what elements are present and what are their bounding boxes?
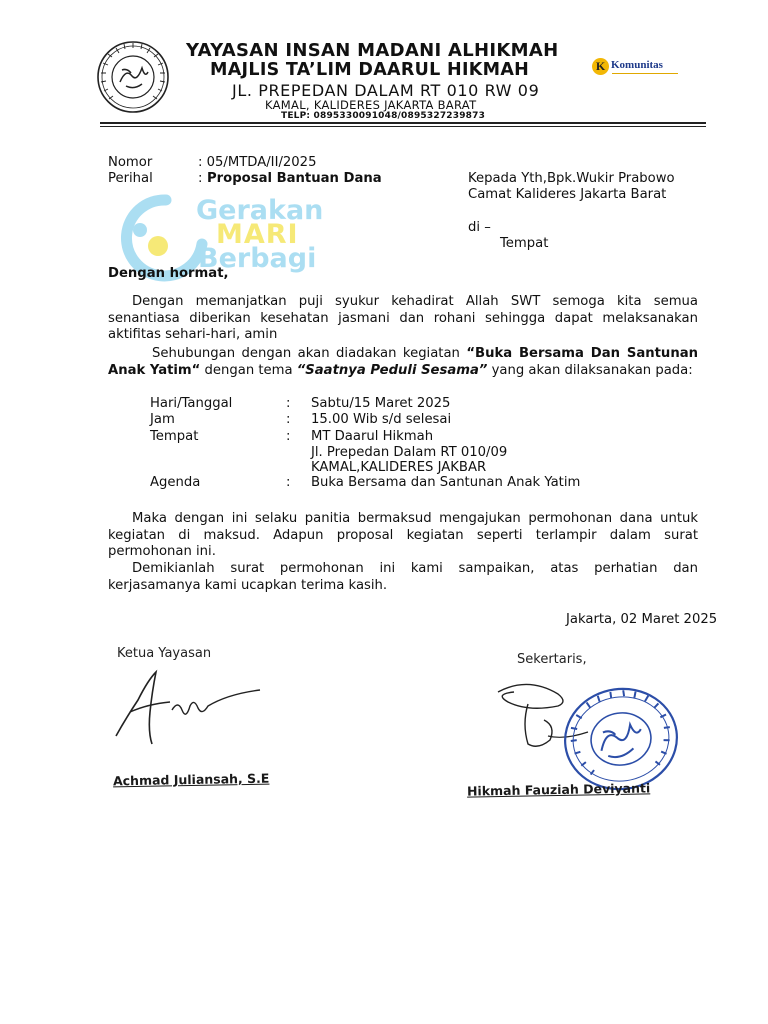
detail-label: Hari/Tanggal [150,396,233,411]
salutation: Dengan hormat, [108,266,229,281]
right-signatory-name: Hikmah Fauziah Deviyanti [466,780,651,799]
event-theme: “Saatnya Peduli Sesama” [296,362,488,378]
event-tail: yang akan dilaksanakan pada: [487,362,693,378]
detail-value: Buka Bersama dan Santunan Anak Yatim [311,475,581,490]
detail-value: Sabtu/15 Maret 2025 [311,396,451,411]
left-signatory-title: Ketua Yayasan [117,646,212,661]
paragraph-opening-text: Dengan memanjatkan puji syukur kehadirat Allah SWT semoga kita semua senantiasa diberikan kesehatan jasmani dan rohani sehingga dapat melaksanakan aktifitas sehari-hari, amin [108,294,698,342]
paragraph-opening [108,294,698,344]
detail-value: KAMAL,KALIDERES JAKBAR [311,460,487,475]
watermark-line-gerakan: Gerakan [196,195,324,226]
event-theme-intro: dengan tema [200,362,297,378]
detail-label: Jam [150,412,175,427]
partner-logo-text: Komunitas [611,59,663,71]
paragraph-request [108,511,698,561]
organization-name: YAYASAN INSAN MADANI ALHIKMAH [186,40,559,61]
paragraph-closing-text: Demikianlah surat permohonan ini kami sampaikan, atas perhatian dan kerjasamanya kami ucapkan terima kasih. [108,561,698,593]
address-line: JL. PREPEDAN DALAM RT 010 RW 09 [232,81,540,100]
partner-logo-underline [612,73,678,74]
header-rule-thick [100,122,706,124]
nomor-value: : 05/MTDA/II/2025 [198,155,317,170]
detail-colon: : [286,475,291,490]
detail-colon: : [286,429,291,444]
partner-logo [592,58,684,80]
event-name: “Buka Bersama Dan Santunan Anak Yatim“ [108,346,698,378]
recipient-line-1: Kepada Yth,Bpk.Wukir Prabowo [468,171,675,186]
recipient-line-3: di – [468,220,491,235]
detail-value: 15.00 Wib s/d selesai [311,412,452,427]
detail-value: Jl. Prepedan Dalam RT 010/09 [311,445,508,460]
left-signatory-name: Achmad Juliansah, S.E [112,770,270,789]
nomor-label: Nomor [108,155,153,170]
foundation-seal-logo [96,40,170,114]
recipient-line-2: Camat Kalideres Jakarta Barat [468,187,667,202]
watermark-line-berbagi: Berbagi [198,243,317,274]
detail-value: MT Daarul Hikmah [311,429,434,444]
watermark-line-mari: MARI [216,219,299,250]
paragraph-event [108,346,698,379]
perihal-label: Perihal [108,171,153,186]
detail-colon: : [286,396,291,411]
perihal-colon: : [198,171,203,186]
header-rule-thin [100,126,706,127]
city-line: KAMAL, KALIDERES JAKARTA BARAT [265,98,477,112]
phone-line: TELP: 0895330091048/0895327239873 [281,111,486,121]
detail-label: Agenda [150,475,201,490]
paragraph-event-text [108,346,698,379]
perihal-value: Proposal Bantuan Dana [207,171,382,186]
right-signatory-title: Sekertaris, [517,652,587,667]
partner-logo-badge: K [592,58,609,75]
paragraph-closing [108,561,698,594]
left-signature [110,666,280,746]
detail-colon: : [286,412,291,427]
detail-label: Tempat [150,429,199,444]
event-intro: Sehubungan dengan akan diadakan kegiatan [152,346,467,361]
majlis-name: MAJLIS TA’LIM DAARUL HIKMAH [210,60,530,80]
paragraph-request-text: Maka dengan ini selaku panitia bermaksud mengajukan permohonan dana untuk kegiatan di maksud. Adapun proposal kegiatan seperti terlampir dalam surat permohonan ini. [108,511,698,559]
recipient-line-4: Tempat [500,236,549,251]
place-date: Jakarta, 02 Maret 2025 [566,612,718,627]
